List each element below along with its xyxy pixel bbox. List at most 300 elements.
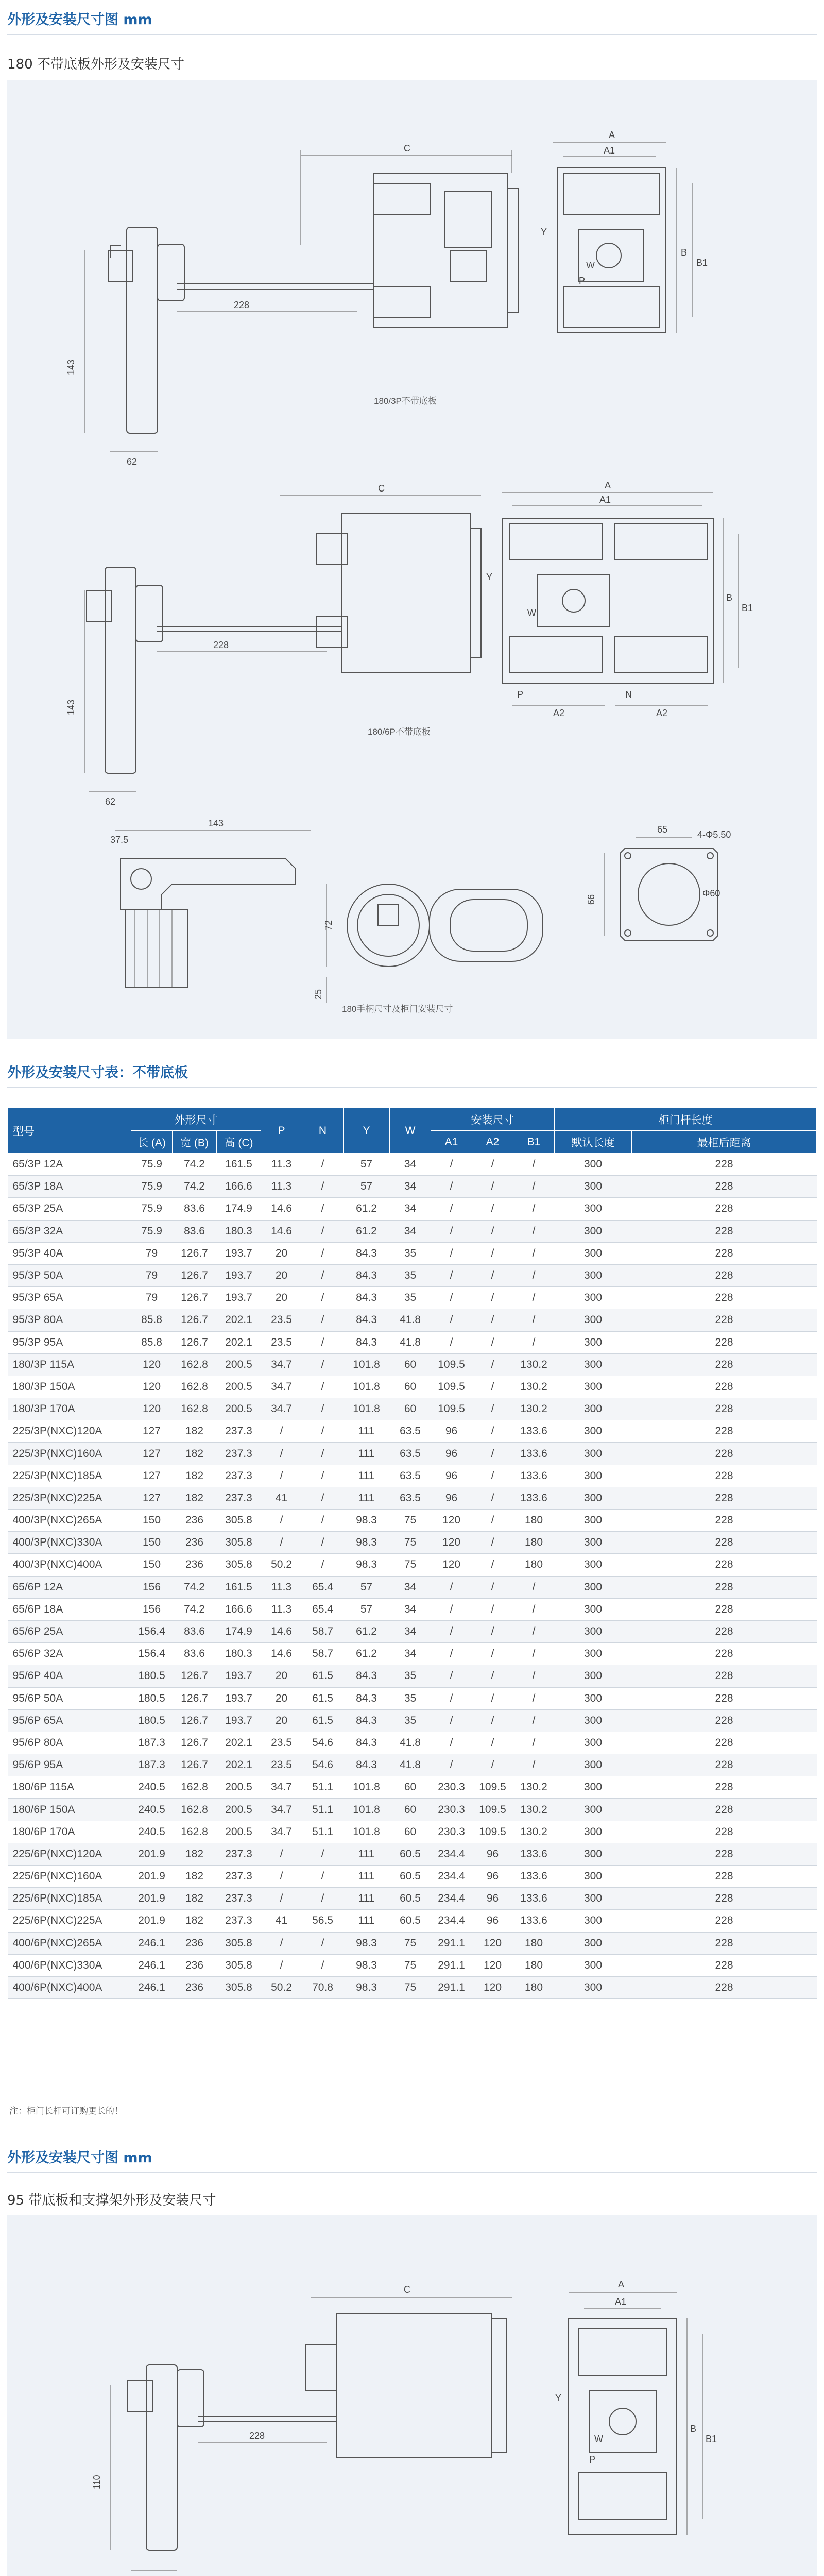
value-cell: 57 [344, 1154, 390, 1176]
drawing-180-3p [66, 130, 708, 467]
model-cell: 400/6P(NXC)330A [8, 1954, 131, 1976]
value-cell: 101.8 [344, 1821, 390, 1843]
value-cell: 228 [632, 1866, 817, 1888]
value-cell: 133.6 [513, 1420, 555, 1443]
table-row [8, 1264, 817, 1286]
value-cell: 111 [344, 1888, 390, 1910]
value-cell: 182 [173, 1465, 217, 1487]
value-cell: 14.6 [261, 1198, 302, 1220]
value-cell: 228 [632, 1264, 817, 1286]
table-row [8, 1576, 817, 1598]
value-cell: 60.5 [390, 1888, 431, 1910]
value-cell: 61.2 [344, 1198, 390, 1220]
value-cell: 75.9 [131, 1176, 173, 1198]
model-cell: 400/3P(NXC)265A [8, 1510, 131, 1532]
value-cell: 120 [431, 1510, 472, 1532]
value-cell: / [472, 1687, 513, 1709]
dim-b1-label-4: B1 [706, 2434, 717, 2444]
value-cell: 237.3 [217, 1843, 261, 1865]
value-cell: 300 [555, 1776, 632, 1799]
value-cell: 180 [513, 1510, 555, 1532]
model-cell: 180/6P 115A [8, 1776, 131, 1799]
value-cell: / [302, 1866, 344, 1888]
value-cell: 200.5 [217, 1799, 261, 1821]
value-cell: 35 [390, 1687, 431, 1709]
value-cell: 180.5 [131, 1709, 173, 1732]
section-title-3: 外形及安装尺寸图 mm [7, 2150, 152, 2166]
dim-a2-label-1: A2 [553, 708, 565, 718]
value-cell: 34 [390, 1220, 431, 1242]
dim-62-label-2: 62 [105, 796, 116, 807]
value-cell: 130.2 [513, 1776, 555, 1799]
value-cell: 65.4 [302, 1598, 344, 1620]
value-cell: / [431, 1620, 472, 1642]
value-cell: 61.2 [344, 1620, 390, 1642]
table-row [8, 1532, 817, 1554]
th-w: W [390, 1108, 431, 1154]
value-cell: 98.3 [344, 1932, 390, 1954]
value-cell: 162.8 [173, 1398, 217, 1420]
dim-a1-label: A1 [604, 145, 615, 156]
value-cell: / [513, 1643, 555, 1665]
dim-a1-label-4: A1 [615, 2297, 627, 2307]
model-cell: 65/3P 32A [8, 1220, 131, 1242]
model-cell: 225/3P(NXC)120A [8, 1420, 131, 1443]
dim-b1-label-2: B1 [742, 603, 753, 613]
value-cell: 109.5 [472, 1821, 513, 1843]
value-cell: 61.5 [302, 1687, 344, 1709]
technical-drawing-95 [7, 2215, 817, 2576]
value-cell: / [261, 1443, 302, 1465]
value-cell: 127 [131, 1487, 173, 1509]
caption-180-3p: 180/3P不带底板 [374, 396, 437, 406]
value-cell: 51.1 [302, 1799, 344, 1821]
model-cell: 65/3P 12A [8, 1154, 131, 1176]
value-cell: 60.5 [390, 1910, 431, 1932]
value-cell: 57 [344, 1576, 390, 1598]
model-cell: 225/6P(NXC)225A [8, 1910, 131, 1932]
divider [7, 34, 817, 35]
value-cell: 228 [632, 1732, 817, 1754]
th-length: 长 (A) [131, 1131, 173, 1154]
value-cell: 83.6 [173, 1620, 217, 1642]
value-cell: 96 [472, 1910, 513, 1932]
table-row [8, 1620, 817, 1642]
value-cell: 133.6 [513, 1866, 555, 1888]
value-cell: 60 [390, 1398, 431, 1420]
value-cell: / [431, 1331, 472, 1353]
value-cell: 84.3 [344, 1665, 390, 1687]
value-cell: 161.5 [217, 1576, 261, 1598]
value-cell: / [302, 1264, 344, 1286]
value-cell: 228 [632, 1888, 817, 1910]
value-cell: 300 [555, 1843, 632, 1865]
value-cell: 23.5 [261, 1309, 302, 1331]
value-cell: 200.5 [217, 1821, 261, 1843]
value-cell: / [513, 1154, 555, 1176]
value-cell: 14.6 [261, 1220, 302, 1242]
model-cell: 225/3P(NXC)225A [8, 1487, 131, 1509]
value-cell: 133.6 [513, 1443, 555, 1465]
value-cell: 120 [472, 1932, 513, 1954]
value-cell: 228 [632, 1687, 817, 1709]
table-row [8, 1487, 817, 1509]
value-cell: / [302, 1331, 344, 1353]
value-cell: 34.7 [261, 1376, 302, 1398]
value-cell: 120 [431, 1554, 472, 1576]
value-cell: 156.4 [131, 1643, 173, 1665]
model-cell: 65/6P 18A [8, 1598, 131, 1620]
value-cell: 126.7 [173, 1732, 217, 1754]
th-a2: A2 [472, 1131, 513, 1154]
table-row [8, 1331, 817, 1353]
value-cell: / [472, 1732, 513, 1754]
value-cell: / [302, 1420, 344, 1443]
value-cell: 228 [632, 1309, 817, 1331]
value-cell: 300 [555, 1888, 632, 1910]
value-cell: 193.7 [217, 1264, 261, 1286]
value-cell: / [472, 1709, 513, 1732]
value-cell: 300 [555, 1821, 632, 1843]
value-cell: 201.9 [131, 1888, 173, 1910]
value-cell: 240.5 [131, 1776, 173, 1799]
value-cell: / [472, 1598, 513, 1620]
dim-110-label: 110 [92, 2475, 102, 2489]
value-cell: 58.7 [302, 1620, 344, 1642]
value-cell: / [472, 1420, 513, 1443]
value-cell: 202.1 [217, 1309, 261, 1331]
value-cell: 228 [632, 1910, 817, 1932]
value-cell: / [302, 1353, 344, 1376]
table-row [8, 1843, 817, 1865]
value-cell: 75 [390, 1554, 431, 1576]
value-cell: 133.6 [513, 1910, 555, 1932]
model-cell: 95/6P 40A [8, 1665, 131, 1687]
dim-y-label: Y [541, 227, 547, 237]
value-cell: 237.3 [217, 1888, 261, 1910]
table-note: 注：柜门长杆可订购更长的！ [9, 2106, 123, 2116]
value-cell: 182 [173, 1420, 217, 1443]
value-cell: / [513, 1242, 555, 1264]
value-cell: 85.8 [131, 1331, 173, 1353]
value-cell: 96 [472, 1843, 513, 1865]
dim-phi550-label: 4-Φ5.50 [697, 829, 731, 840]
value-cell: 60.5 [390, 1843, 431, 1865]
dim-a-label-2: A [605, 480, 611, 490]
value-cell: 34 [390, 1643, 431, 1665]
value-cell: 162.8 [173, 1353, 217, 1376]
th-model: 型号 [8, 1108, 131, 1154]
value-cell: 180 [513, 1532, 555, 1554]
value-cell: 120 [472, 1954, 513, 1976]
value-cell: 34.7 [261, 1776, 302, 1799]
drawing-180-6p [66, 480, 753, 807]
value-cell: / [472, 1665, 513, 1687]
model-cell: 65/6P 12A [8, 1576, 131, 1598]
value-cell: 60 [390, 1376, 431, 1398]
value-cell: 180.5 [131, 1687, 173, 1709]
th-rod: 柜门杆长度 [555, 1108, 817, 1131]
value-cell: 230.3 [431, 1821, 472, 1843]
value-cell: 20 [261, 1665, 302, 1687]
value-cell: 96 [431, 1443, 472, 1465]
value-cell: 130.2 [513, 1398, 555, 1420]
value-cell: 234.4 [431, 1843, 472, 1865]
value-cell: 180 [513, 1954, 555, 1976]
value-cell: / [513, 1287, 555, 1309]
value-cell: / [302, 1932, 344, 1954]
value-cell: 228 [632, 1154, 817, 1176]
value-cell: 126.7 [173, 1754, 217, 1776]
dim-66-label: 66 [586, 894, 596, 905]
value-cell: 23.5 [261, 1754, 302, 1776]
value-cell: 180 [513, 1976, 555, 1998]
model-cell: 95/3P 40A [8, 1242, 131, 1264]
value-cell: 228 [632, 1843, 817, 1865]
model-cell: 400/3P(NXC)330A [8, 1532, 131, 1554]
value-cell: / [431, 1309, 472, 1331]
dim-c-label-4: C [404, 2284, 410, 2295]
value-cell: / [472, 1287, 513, 1309]
value-cell: 162.8 [173, 1821, 217, 1843]
drawing-95-3p [92, 2279, 717, 2576]
dim-p-label-4: P [589, 2454, 596, 2465]
value-cell: 202.1 [217, 1331, 261, 1353]
value-cell: 63.5 [390, 1443, 431, 1465]
divider [7, 2172, 817, 2173]
value-cell: 150 [131, 1510, 173, 1532]
value-cell: 300 [555, 1620, 632, 1642]
value-cell: 34 [390, 1154, 431, 1176]
model-cell: 95/6P 65A [8, 1709, 131, 1732]
value-cell: 34.7 [261, 1821, 302, 1843]
value-cell: / [472, 1220, 513, 1242]
value-cell: 61.2 [344, 1643, 390, 1665]
value-cell: 84.3 [344, 1754, 390, 1776]
value-cell: 109.5 [431, 1376, 472, 1398]
value-cell: 300 [555, 1643, 632, 1665]
value-cell: 300 [555, 1910, 632, 1932]
dim-228-label-2: 228 [213, 640, 229, 650]
dim-w-label: W [586, 260, 595, 270]
model-cell: 180/3P 150A [8, 1376, 131, 1398]
table-row [8, 1554, 817, 1576]
value-cell: 126.7 [173, 1264, 217, 1286]
value-cell: 34 [390, 1598, 431, 1620]
value-cell: 130.2 [513, 1821, 555, 1843]
model-cell: 95/6P 80A [8, 1732, 131, 1754]
value-cell: 130.2 [513, 1799, 555, 1821]
th-a1: A1 [431, 1131, 472, 1154]
value-cell: 34 [390, 1620, 431, 1642]
value-cell: 300 [555, 1398, 632, 1420]
value-cell: 166.6 [217, 1176, 261, 1198]
value-cell: 130.2 [513, 1353, 555, 1376]
value-cell: 300 [555, 1242, 632, 1264]
value-cell: 228 [632, 1620, 817, 1642]
value-cell: 126.7 [173, 1687, 217, 1709]
value-cell: 56.5 [302, 1910, 344, 1932]
value-cell: 246.1 [131, 1976, 173, 1998]
value-cell: 150 [131, 1554, 173, 1576]
value-cell: 41.8 [390, 1754, 431, 1776]
value-cell: 193.7 [217, 1709, 261, 1732]
value-cell: / [431, 1154, 472, 1176]
table-row [8, 1353, 817, 1376]
value-cell: 228 [632, 1465, 817, 1487]
value-cell: 291.1 [431, 1954, 472, 1976]
value-cell: 83.6 [173, 1198, 217, 1220]
value-cell: 74.2 [173, 1176, 217, 1198]
value-cell: 109.5 [472, 1799, 513, 1821]
value-cell: 127 [131, 1443, 173, 1465]
value-cell: / [431, 1665, 472, 1687]
value-cell: 300 [555, 1154, 632, 1176]
value-cell: 193.7 [217, 1665, 261, 1687]
value-cell: 161.5 [217, 1154, 261, 1176]
value-cell: 75 [390, 1976, 431, 1998]
value-cell: / [472, 1643, 513, 1665]
value-cell: / [472, 1331, 513, 1353]
section-title-2: 外形及安装尺寸表：不带底板 [7, 1065, 188, 1081]
value-cell: 300 [555, 1598, 632, 1620]
value-cell: 60 [390, 1353, 431, 1376]
value-cell: 228 [632, 1532, 817, 1554]
drawing-panel-1 [7, 80, 817, 1039]
value-cell: 162.8 [173, 1376, 217, 1398]
value-cell: 305.8 [217, 1554, 261, 1576]
value-cell: 133.6 [513, 1843, 555, 1865]
value-cell: 230.3 [431, 1776, 472, 1799]
value-cell: 84.3 [344, 1732, 390, 1754]
value-cell: 65.4 [302, 1576, 344, 1598]
value-cell: 35 [390, 1665, 431, 1687]
value-cell: 75 [390, 1510, 431, 1532]
table-row [8, 1220, 817, 1242]
value-cell: 305.8 [217, 1532, 261, 1554]
table-row [8, 1754, 817, 1776]
value-cell: 180 [513, 1554, 555, 1576]
value-cell: / [302, 1954, 344, 1976]
value-cell: 109.5 [431, 1398, 472, 1420]
value-cell: 300 [555, 1665, 632, 1687]
value-cell: 234.4 [431, 1888, 472, 1910]
model-cell: 95/3P 65A [8, 1287, 131, 1309]
model-cell: 65/6P 32A [8, 1643, 131, 1665]
dim-y-label-4: Y [555, 2393, 562, 2403]
model-cell: 95/6P 50A [8, 1687, 131, 1709]
value-cell: 20 [261, 1264, 302, 1286]
value-cell: / [513, 1598, 555, 1620]
model-cell: 95/3P 95A [8, 1331, 131, 1353]
value-cell: 305.8 [217, 1510, 261, 1532]
table-body [8, 1154, 817, 1999]
value-cell: / [513, 1198, 555, 1220]
value-cell: 166.6 [217, 1598, 261, 1620]
table-row [8, 1709, 817, 1732]
table-row [8, 1954, 817, 1976]
value-cell: / [472, 1353, 513, 1376]
value-cell: 236 [173, 1954, 217, 1976]
table-row [8, 1888, 817, 1910]
value-cell: 236 [173, 1932, 217, 1954]
model-cell: 180/6P 170A [8, 1821, 131, 1843]
value-cell: 300 [555, 1687, 632, 1709]
dim-n-label-2: N [625, 689, 632, 700]
value-cell: 79 [131, 1287, 173, 1309]
value-cell: / [513, 1754, 555, 1776]
section-subtitle-3: 95 带底板和支撑架外形及安装尺寸 [7, 2193, 216, 2208]
value-cell: / [261, 1843, 302, 1865]
dim-25-label: 25 [313, 989, 323, 999]
table-row [8, 1198, 817, 1220]
value-cell: 60.5 [390, 1866, 431, 1888]
value-cell: 228 [632, 1510, 817, 1532]
value-cell: / [302, 1443, 344, 1465]
dim-37-5-label: 37.5 [110, 835, 129, 845]
model-cell: 180/6P 150A [8, 1799, 131, 1821]
value-cell: / [472, 1154, 513, 1176]
value-cell: 20 [261, 1709, 302, 1732]
value-cell: 228 [632, 1954, 817, 1976]
value-cell: 182 [173, 1443, 217, 1465]
value-cell: 180.3 [217, 1220, 261, 1242]
value-cell: 300 [555, 1754, 632, 1776]
value-cell: 75.9 [131, 1220, 173, 1242]
value-cell: 126.7 [173, 1309, 217, 1331]
value-cell: 202.1 [217, 1754, 261, 1776]
value-cell: 237.3 [217, 1487, 261, 1509]
value-cell: / [513, 1665, 555, 1687]
value-cell: 75 [390, 1954, 431, 1976]
value-cell: 230.3 [431, 1799, 472, 1821]
dim-a-label: A [609, 130, 615, 140]
value-cell: / [302, 1242, 344, 1264]
value-cell: 34 [390, 1198, 431, 1220]
value-cell: 228 [632, 1554, 817, 1576]
value-cell: / [261, 1510, 302, 1532]
value-cell: 111 [344, 1843, 390, 1865]
value-cell: 228 [632, 1287, 817, 1309]
value-cell: 120 [131, 1398, 173, 1420]
value-cell: 75 [390, 1932, 431, 1954]
value-cell: 237.3 [217, 1910, 261, 1932]
value-cell: / [431, 1754, 472, 1776]
model-cell: 225/6P(NXC)120A [8, 1843, 131, 1865]
value-cell: / [472, 1198, 513, 1220]
value-cell: 74.2 [173, 1576, 217, 1598]
dim-p-label-2: P [517, 689, 524, 700]
dim-p-label: P [579, 276, 586, 286]
value-cell: / [302, 1176, 344, 1198]
th-p: P [261, 1108, 302, 1154]
value-cell: / [472, 1176, 513, 1198]
value-cell: 96 [431, 1465, 472, 1487]
value-cell: 162.8 [173, 1776, 217, 1799]
value-cell: 228 [632, 1821, 817, 1843]
value-cell: 228 [632, 1709, 817, 1732]
value-cell: 300 [555, 1331, 632, 1353]
dim-y-label-2: Y [486, 572, 493, 582]
value-cell: 57 [344, 1598, 390, 1620]
value-cell: / [302, 1198, 344, 1220]
value-cell: 126.7 [173, 1331, 217, 1353]
value-cell: 201.9 [131, 1866, 173, 1888]
value-cell: 300 [555, 1287, 632, 1309]
value-cell: 98.3 [344, 1954, 390, 1976]
value-cell: 20 [261, 1687, 302, 1709]
value-cell: / [261, 1420, 302, 1443]
